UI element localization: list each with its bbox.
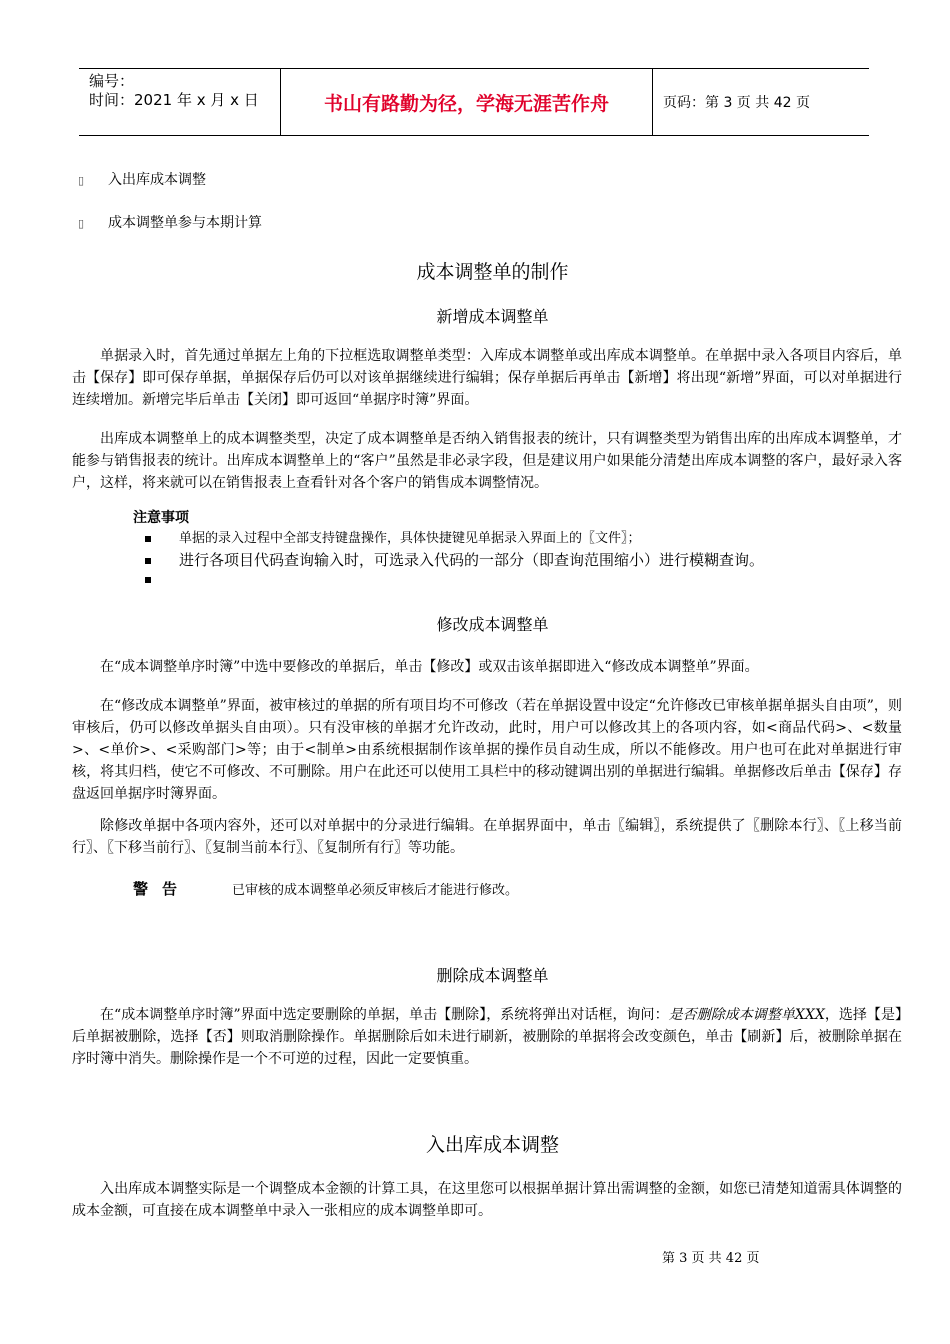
header-page-info: 页码：第 3 页 共 42 页 — [663, 95, 810, 111]
bullet-icon: ▯ — [78, 174, 85, 187]
paragraph: 在“成本调整单序时簿”中选中要修改的单据后，单击【修改】或双击该单据即进入“修改成本调整单”界面。 — [100, 659, 759, 675]
paragraph: 在“修改成本调整单”界面，被审核过的单据的所有项目均不可修改（若在单据设置中设定“允许修改已审核单据单据头自由项”，则审核后，仍可以修改单据头自由项）。只有没审核的单据才允许改动，此时，用户可以修改其上的各项内容，如<商品代码>、<数量>、<单价>、<采购部门>等；由于<制单>由系统根据制作该单据的操作员自动生成，所以不能修改。用户也可在此对单据进行审核，将其归档，使它不可修改、不可删除。用户在此还可以使用工具栏中的移动键调出别的单据进行编辑。单据修改后单击【保存】存盘返回单据序时簿界面。 — [72, 698, 902, 802]
subsection-title: 修改成本调整单 — [436, 615, 549, 634]
header-meta — [79, 69, 281, 135]
square-bullet-icon — [145, 577, 151, 583]
square-bullet-icon — [145, 536, 151, 542]
dialog-question: 是否删除成本调整单XXX — [668, 1007, 825, 1023]
paragraph: 入出库成本调整实际是一个调整成本金额的计算工具，在这里您可以根据单据计算出需调整的金额，如您已清楚知道需具体调整的成本金额，可直接在成本调整单中录入一张相应的成本调整单即可。 — [72, 1181, 902, 1219]
subsection-title: 新增成本调整单 — [436, 307, 549, 326]
section-title: 入出库成本调整 — [425, 1134, 559, 1156]
header-motto: 书山有路勤为径，学海无涯苦作舟 — [281, 69, 653, 135]
paragraph: 在“成本调整单序时簿”界面中选定要删除的单据，单击【删除】，系统将弹出对话框，询问：是否删除成本调整单XXX，选择【是】后单据被删除，选择【否】则取消删除操作。单据删除后如未进行刷新，被删除的单据将会改变颜色，单击【刷新】后，被删除单据在序时簿中消失。删除操作是一个不可逆的过程，因此一定要慎重。 — [72, 1007, 902, 1067]
warning-label: 警告 — [133, 880, 192, 898]
date-label: 时间：2021 年 x 月 x 日 — [89, 91, 259, 109]
bullet-icon: ▯ — [78, 217, 85, 230]
subsection-title: 删除成本调整单 — [436, 966, 549, 985]
note-item — [145, 572, 179, 587]
note-title: 注意事项 — [133, 510, 189, 526]
paragraph: 出库成本调整单上的成本调整类型，决定了成本调整单是否纳入销售报表的统计，只有调整类型为销售出库的出库成本调整单，才能参与销售报表的统计。出库成本调整单上的“客户”虽然是非必录字段，但是建议用户如果能分清楚出库成本调整的客户，最好录入客户，这样，将来就可以在销售报表上查看针对各个客户的销售成本调整情况。 — [72, 431, 902, 491]
page-footer: 第 3 页 共 42 页 — [662, 1251, 760, 1266]
note-item: 单据的录入过程中全部支持键盘操作，具体快捷键见单据录入界面上的〖文件〗； — [145, 527, 641, 546]
toc-item-label: 成本调整单参与本期计算 — [108, 215, 262, 231]
square-bullet-icon — [145, 558, 151, 564]
code-label: 编号： — [89, 72, 135, 90]
section-title: 成本调整单的制作 — [416, 261, 569, 283]
toc-item[interactable] — [78, 212, 262, 232]
warning-text: 已审核的成本调整单必须反审核后才能进行修改。 — [232, 883, 519, 898]
paragraph: 单据录入时，首先通过单据左上角的下拉框选取调整单类型：入库成本调整单或出库成本调整单。在单据中录入各项目内容后，单击【保存】即可保存单据，单据保存后仍可以对该单据继续进行编辑；保存单据后再单击【新增】将出现“新增”界面，可以对单据进行连续增加。新增完毕后单击【关闭】即可返回“单据序时簿”界面。 — [72, 348, 902, 408]
toc-item-label: 入出库成本调整 — [108, 172, 206, 188]
paragraph: 除修改单据中各项内容外，还可以对单据中的分录进行编辑。在单据界面中，单击〖编辑〗，系统提供了〖删除本行〗、〖上移当前行〗、〖下移当前行〗、〖复制当前本行〗、〖复制所有行〗等功能。 — [72, 818, 902, 856]
note-item: 进行各项目代码查询输入时，可选录入代码的一部分（即查询范围缩小）进行模糊查询。 — [145, 549, 764, 570]
toc-item[interactable] — [78, 169, 206, 189]
page-header — [79, 68, 869, 136]
